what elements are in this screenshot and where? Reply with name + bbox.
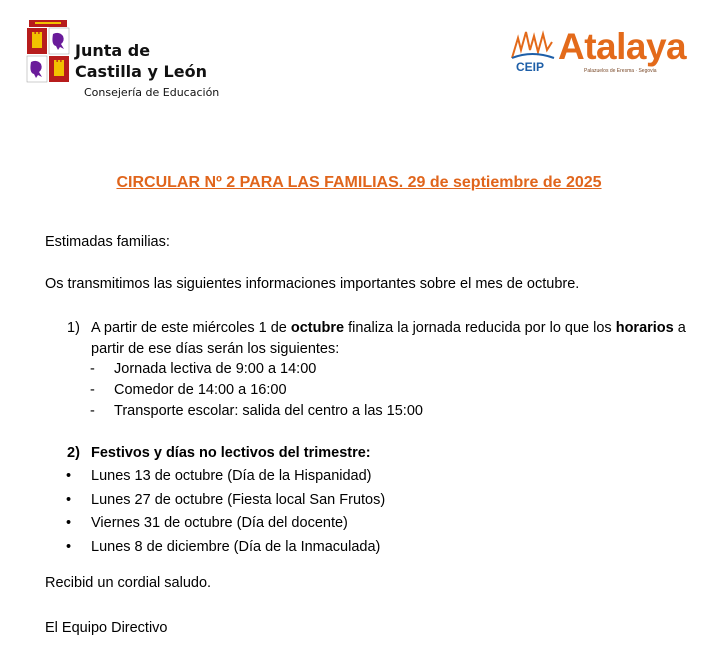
watchtower-icon xyxy=(510,28,556,62)
jcyl-name-line1: Junta de xyxy=(75,41,151,60)
item-2-number: 2) xyxy=(67,445,80,461)
jcyl-name xyxy=(75,40,207,82)
item-1-text xyxy=(91,318,701,360)
castilla-leon-crest-icon xyxy=(26,20,70,84)
greeting: Estimadas familias: xyxy=(45,234,170,250)
ceip-label: CEIP xyxy=(516,60,545,74)
item-1-text-a: A partir de este miércoles 1 de xyxy=(91,320,291,336)
item-2-heading-text: Festivos y días no lectivos del trimestre: xyxy=(91,445,371,461)
item-1-number: 1) xyxy=(67,320,80,336)
signature: El Equipo Directivo xyxy=(45,620,168,636)
intro-paragraph: Os transmitimos las siguientes informaciones importantes sobre el mes de octubre. xyxy=(45,276,580,292)
item-1-text-c: a partir de ese días serán los siguientes: xyxy=(91,320,686,357)
item-1-text-b: finaliza la jornada reducida por lo que los xyxy=(344,320,616,336)
bullet-icon: • xyxy=(66,468,72,484)
circular-title: CIRCULAR Nº 2 PARA LAS FAMILIAS. 29 de septiembre de 2025 xyxy=(116,174,602,191)
school-subline: Palazuelos de Eresma · Segovia xyxy=(584,68,657,74)
jcyl-logo xyxy=(26,16,246,106)
bullet-icon: • xyxy=(66,515,72,531)
jcyl-name-line2: Castilla y León xyxy=(75,62,207,81)
item-1-bold-horarios: horarios xyxy=(615,320,674,336)
item-1-bold-octubre: octubre xyxy=(290,320,345,336)
closing: Recibid un cordial saludo. xyxy=(45,575,212,591)
bullet-icon: • xyxy=(66,491,72,508)
bullet-icon: • xyxy=(66,538,72,555)
school-logo xyxy=(510,26,710,86)
school-name: Atalaya xyxy=(558,26,687,67)
jcyl-department: Consejería de Educación xyxy=(84,86,220,99)
